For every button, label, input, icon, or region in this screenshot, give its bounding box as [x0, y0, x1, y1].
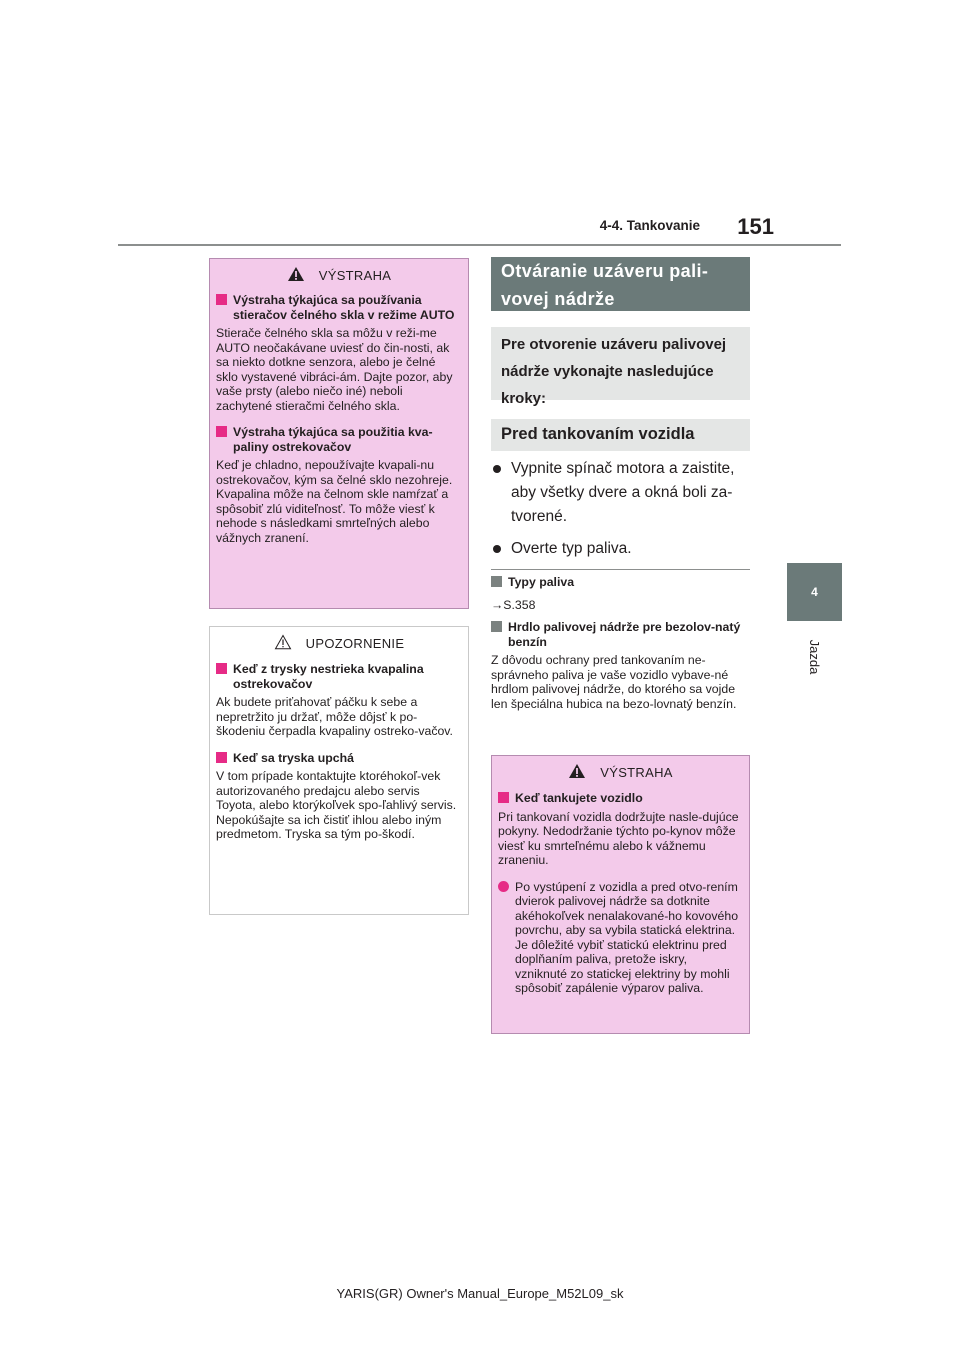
main-heading: Otváranie uzáveru pali-vovej nádrže — [491, 257, 750, 311]
warning-item-text: Keď je chladno, nepoužívajte kvapali-nu ostrekovačov, kým sa čelné sklo nezohreje. Kvapalina môže na čelnom skle namŕzať a spôsobiť zlú viditeľnosť. To môže viesť k nehode s následkami smrteľných alebo vážnych zranení. — [216, 458, 453, 545]
chapter-label: Jazda — [807, 639, 822, 675]
square-bullet-icon — [216, 663, 227, 674]
caution-item-text: Ak budete priťahovať páčku k sebe a nepretržito ju držať, môže dôjsť k po-škodeniu čerpadla kvapaliny ostreko-vačov. — [216, 695, 453, 738]
steps-list — [493, 457, 753, 569]
square-bullet-icon — [491, 621, 502, 632]
square-bullet-icon — [491, 576, 502, 587]
warning-title: VÝSTRAHA — [318, 267, 392, 283]
caution-body — [210, 658, 468, 842]
dot-bullet-icon — [493, 465, 501, 473]
washer-caution-box — [209, 626, 469, 915]
warning-body — [492, 787, 749, 996]
warning-header — [210, 260, 468, 290]
fuel-types-heading: Typy paliva — [491, 575, 751, 590]
caution-item-heading: Keď sa tryska upchá — [216, 751, 460, 766]
warning-triangle-icon — [287, 266, 319, 285]
circle-bullet-icon — [498, 881, 509, 892]
footer-text: YARIS(GR) Owner's Manual_Europe_M52L09_sk — [336, 1286, 624, 1301]
warning-item-text: Stierače čelného skla sa môžu v reži-me AUTO neočakávane uviesť do čin-nosti, ak sa niekto dotkne senzora, alebo je čelné sklo vystavené vibráci-ám. Dajte pozor, aby vaše prsty (alebo niečo iné) neboli zachytené stieračmi čelného skla. — [216, 326, 453, 413]
filler-neck-section — [491, 620, 751, 711]
fuel-types-section — [491, 575, 751, 612]
warning-item-heading: Výstraha týkajúca sa používania stieračov čelného skla v režime AUTO — [216, 293, 460, 322]
dot-bullet-icon — [493, 545, 501, 553]
caution-item-text: V tom prípade kontaktujte ktoréhokoľ-vek autorizovaného predajcu alebo servis Toyota, alebo ktorýkoľvek spo-ľahlivý servis. Nepokúšajte sa ich čistiť ihlou alebo iným predmetom. Tryska sa tým po-škodí. — [216, 769, 457, 841]
chapter-number: 4 — [811, 585, 818, 599]
warning-header — [492, 757, 749, 787]
warning-item-text: Pri tankovaní vozidla dodržujte nasle-dujúce pokyny. Nedodržanie týchto po-kynov môže viesť ku smrteľnému alebo k vážnemu zraneniu. — [498, 809, 739, 867]
wiper-warning-box — [209, 258, 469, 609]
intro-box: Pre otvorenie uzáveru palivovej nádrže vykonajte nasledujúce kroky: — [491, 327, 750, 400]
square-bullet-icon — [216, 752, 227, 763]
page-number: 151 — [737, 214, 774, 239]
section-rule — [491, 569, 750, 570]
caution-header — [210, 628, 468, 658]
section-title: 4-4. Tankovanie — [599, 218, 700, 233]
sub-heading: Pred tankovaním vozidla — [491, 419, 750, 451]
filler-neck-text: Z dôvodu ochrany pred tankovaním ne-správneho paliva je vaše vozidlo vybave-né hrdlom palivovej nádrže, do ktorého sa vojde len špeciálna hubica na bezo-lovnatý benzín. — [491, 653, 737, 711]
square-bullet-icon — [498, 792, 509, 803]
list-item: Vypnite spínač motora a zaistite, aby všetky dvere a okná boli za-tvorené. — [493, 457, 753, 529]
square-bullet-icon — [216, 426, 227, 437]
header-rule — [118, 244, 841, 246]
warning-body — [210, 290, 468, 545]
caution-item-heading: Keď z trysky nestrieka kvapalina ostrekovačov — [216, 662, 460, 691]
warning-item-heading: Keď tankujete vozidlo — [498, 791, 741, 806]
list-item: Overte typ paliva. — [493, 537, 753, 561]
warning-bullet: Po vystúpení z vozidla a pred otvo-rením dvierok palivovej nádrže sa dotknite akéhokoľvek nenalakované-ho kovového povrchu, aby sa vybila statická elektrina. Je dôležité vybiť statickú elektrinu pred doplňaním paliva, pretože iskry, vzniknuté zo statickej elektriny by mohli spôsobiť zapálenie výparov paliva. — [498, 880, 741, 996]
warning-triangle-icon — [568, 763, 600, 782]
caution-triangle-icon — [274, 634, 306, 653]
warning-title: VÝSTRAHA — [600, 764, 673, 780]
square-bullet-icon — [216, 294, 227, 305]
caution-title: UPOZORNENIE — [305, 635, 405, 651]
warning-item-heading: Výstraha týkajúca sa použitia kva-paliny ostrekovačov — [216, 425, 460, 454]
refuel-warning-box — [491, 755, 750, 1034]
page-reference-link[interactable]: →S.358 — [491, 597, 536, 612]
filler-neck-heading: Hrdlo palivovej nádrže pre bezolov-natý benzín — [491, 620, 751, 649]
